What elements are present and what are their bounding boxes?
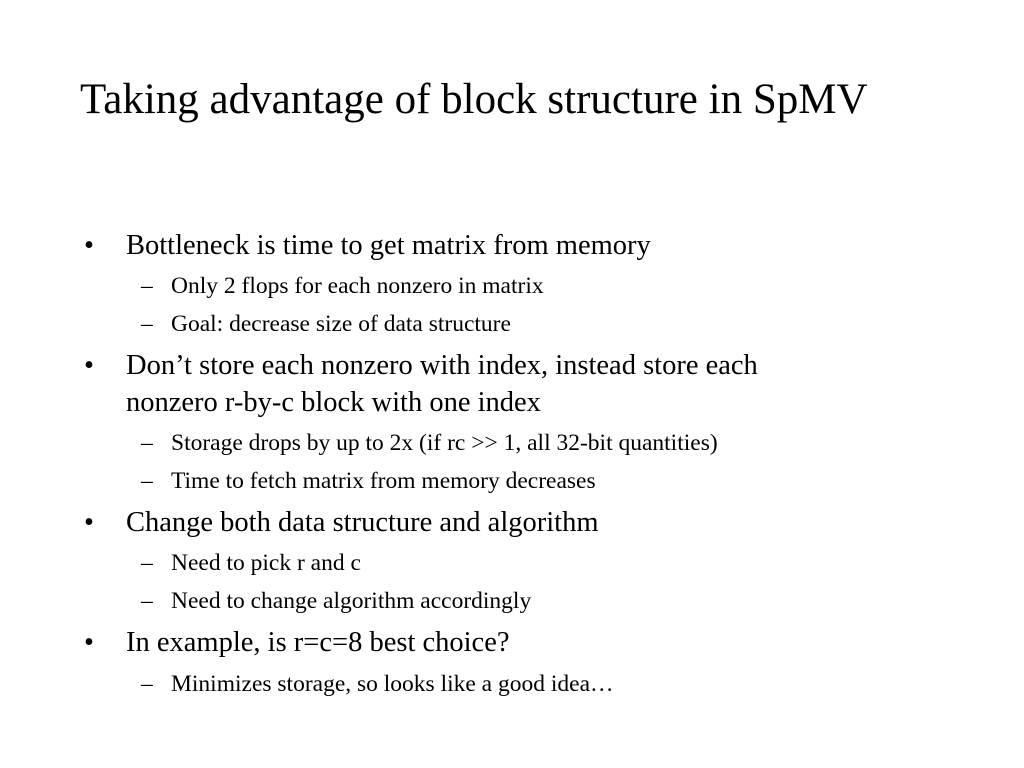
sub-bullet-marker: – bbox=[141, 671, 153, 697]
sub-bullet-text: Time to fetch matrix from memory decreases bbox=[171, 468, 596, 494]
bullet-marker: • bbox=[84, 230, 94, 261]
bullet-text-line-2: nonzero r-by-c block with one index bbox=[126, 387, 541, 418]
sub-bullet-text: Only 2 flops for each nonzero in matrix bbox=[171, 273, 544, 299]
sub-bullet-text: Need to change algorithm accordingly bbox=[171, 588, 532, 614]
sub-bullet-marker: – bbox=[141, 588, 153, 614]
bullet-text: Change both data structure and algorithm bbox=[126, 507, 599, 538]
bullet-marker: • bbox=[84, 350, 94, 381]
bullet-text-line-1: Don’t store each nonzero with index, instead store each bbox=[126, 350, 758, 381]
sub-bullet-marker: – bbox=[141, 468, 153, 494]
sub-bullet-text: Goal: decrease size of data structure bbox=[171, 311, 511, 337]
sub-bullet-text: Need to pick r and c bbox=[171, 550, 361, 576]
sub-bullet-marker: – bbox=[141, 311, 153, 337]
sub-bullet-marker: – bbox=[141, 550, 153, 576]
sub-bullet-text: Minimizes storage, so looks like a good idea… bbox=[171, 671, 614, 697]
sub-bullet-marker: – bbox=[141, 273, 153, 299]
bullet-marker: • bbox=[84, 627, 94, 658]
slide-title: Taking advantage of block structure in SpMV bbox=[80, 76, 868, 123]
sub-bullet-text: Storage drops by up to 2x (if rc >> 1, all 32-bit quantities) bbox=[171, 430, 718, 456]
bullet-marker: • bbox=[84, 507, 94, 538]
bullet-text: In example, is r=c=8 best choice? bbox=[126, 627, 510, 658]
sub-bullet-marker: – bbox=[141, 430, 153, 456]
bullet-text: Bottleneck is time to get matrix from memory bbox=[126, 230, 651, 261]
